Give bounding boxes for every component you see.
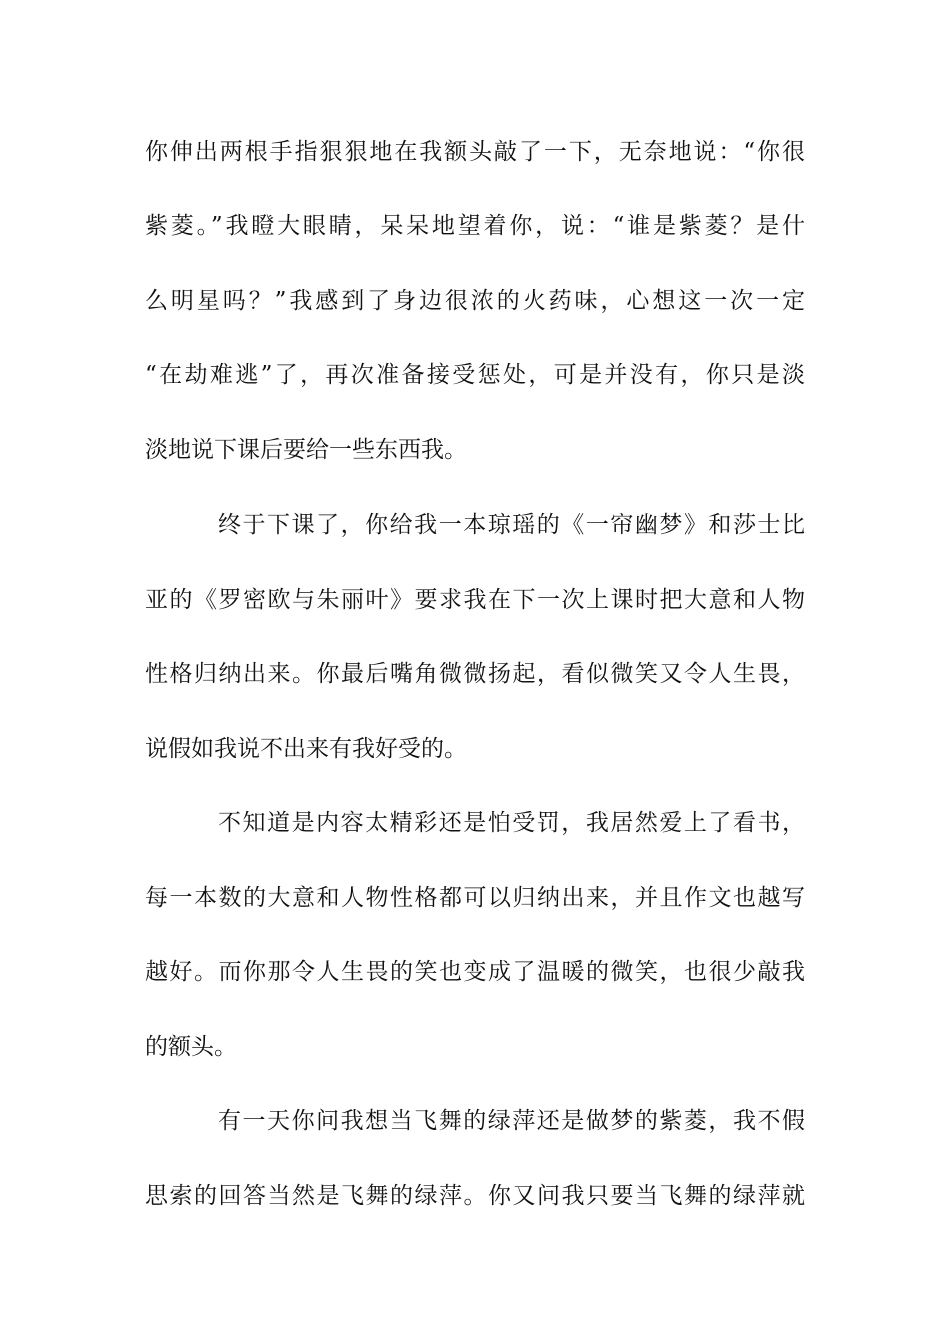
paragraph-2-line-4: 说假如我说不出来有我好受的。 [145,736,467,762]
paragraph-2-line-3: 性格归纳出来。你最后嘴角微微扬起，看似微笑又令人生畏， [145,661,805,687]
paragraph-4-line-2: 思索的回答当然是飞舞的绿萍。你又问我只要当飞舞的绿萍就 [145,1183,805,1209]
paragraph-3-line-4: 的额头。 [145,1034,237,1060]
paragraph-2-line-2: 亚的《罗密欧与朱丽叶》要求我在下一次上课时把大意和人物 [145,587,805,613]
paragraph-1-line-5: 淡地说下课后要给一些东西我。 [145,437,467,463]
paragraph-2-line-1: 终于下课了，你给我一本琼瑶的《一帘幽梦》和莎士比 [218,512,805,538]
paragraph-1-line-1: 你伸出两根手指狠狠地在我额头敲了一下，无奈地说：“你很 [145,139,805,165]
paragraph-1-line-3: 么明星吗？”我感到了身边很浓的火药味，心想这一次一定 [145,288,805,314]
paragraph-3-line-1: 不知道是内容太精彩还是怕受罚，我居然爱上了看书， [218,810,805,836]
paragraph-1-line-4: “在劫难逃”了，再次准备接受惩处，可是并没有，你只是淡 [145,362,805,388]
paragraph-4-line-1: 有一天你问我想当飞舞的绿萍还是做梦的紫菱，我不假 [218,1108,805,1134]
paragraph-3-line-2: 每一本数的大意和人物性格都可以归纳出来，并且作文也越写 [145,885,805,911]
paragraph-1-line-2: 紫菱。”我瞪大眼睛，呆呆地望着你，说：“谁是紫菱？是什 [145,213,805,239]
paragraph-3-line-3: 越好。而你那令人生畏的笑也变成了温暖的微笑，也很少敲我 [145,959,805,985]
